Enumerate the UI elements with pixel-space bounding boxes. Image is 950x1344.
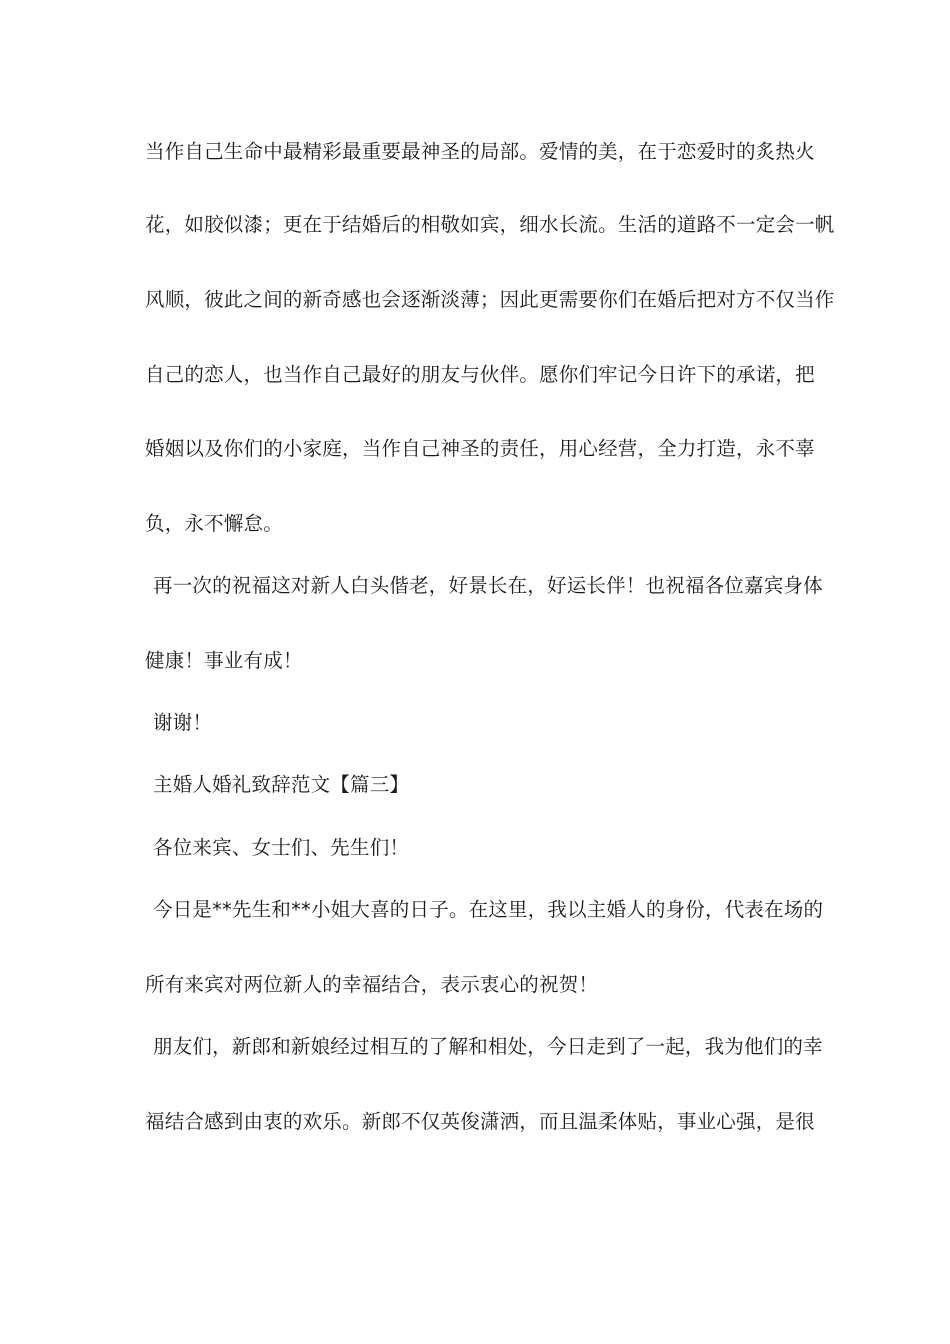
- paragraph-line: 当作自己生命中最精彩最重要最神圣的局部。爱情的美，在于恋爱时的炙热火: [145, 140, 815, 163]
- section-heading: 主婚人婚礼致辞范文【篇三】: [153, 773, 410, 796]
- paragraph-line: 婚姻以及你们的小家庭，当作自己神圣的责任，用心经营，全力打造，永不辜: [145, 437, 815, 460]
- paragraph-line: 负，永不懈怠。: [145, 512, 283, 535]
- paragraph-line: 花，如胶似漆；更在于结婚后的相敬如宾，细水长流。生活的道路不一定会一帆: [145, 213, 835, 236]
- paragraph-line: 朋友们，新郎和新娘经过相互的了解和相处，今日走到了一起，我为他们的幸: [153, 1035, 823, 1058]
- paragraph-line: 风顺，彼此之间的新奇感也会逐渐淡薄；因此更需要你们在婚后把对方不仅当作: [145, 288, 835, 311]
- salutation-line: 各位来宾、女士们、先生们！: [153, 836, 410, 859]
- paragraph-line: 今日是**先生和**小姐大喜的日子。在这里，我以主婚人的身份，代表在场的: [153, 898, 824, 921]
- thanks-line: 谢谢！: [153, 711, 213, 734]
- paragraph-line: 自己的恋人，也当作自己最好的朋友与伙伴。愿你们牢记今日许下的承诺，把: [145, 363, 815, 386]
- paragraph-line: 所有来宾对两位新人的幸福结合，表示衷心的祝贺！: [145, 973, 599, 996]
- paragraph-line: 健康！事业有成！: [145, 649, 303, 672]
- paragraph-line: 福结合感到由衷的欢乐。新郎不仅英俊潇洒，而且温柔体贴，事业心强，是很: [145, 1110, 815, 1133]
- paragraph-line: 再一次的祝福这对新人白头偕老，好景长在，好运长伴！也祝福各位嘉宾身体: [153, 574, 823, 597]
